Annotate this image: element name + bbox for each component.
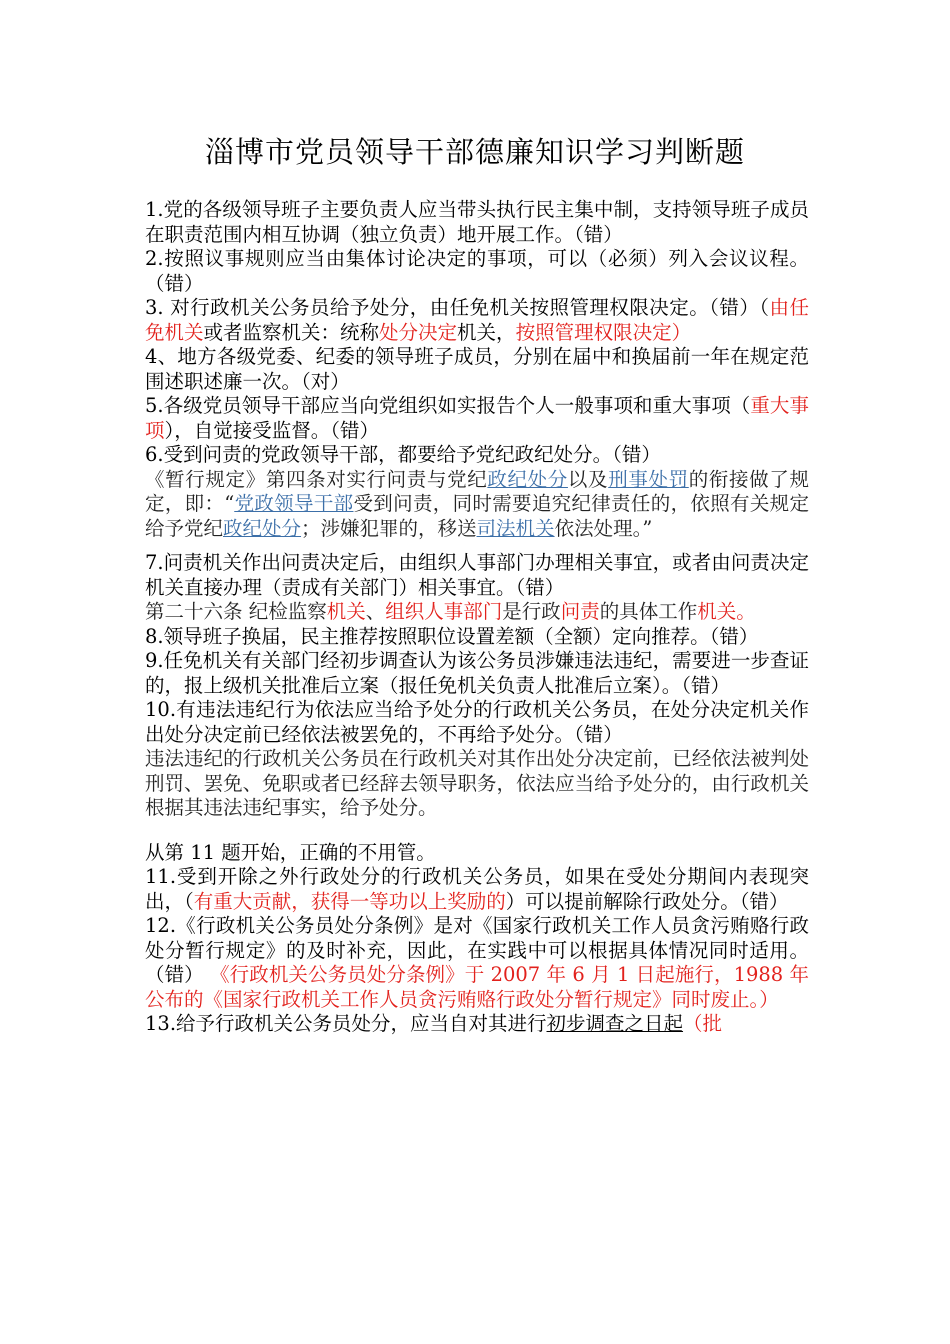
q11-highlight: 有重大贡献，获得一等功以上奖励的 (193, 889, 506, 913)
question-3 (145, 296, 809, 345)
section-notice: 从第 11 题开始，正确的不用管。 (145, 840, 436, 864)
question-6: 6.受到问责的党政领导干部，都要给予党纪政纪处分。（错） (145, 443, 661, 466)
q13-underline: 初步调查之日起 (546, 1012, 684, 1035)
question-1: 1.党的各级领导班子主要负责人应当带头执行民主集中制，支持领导班子成员在职责范围内相互协调（独立负责）地开展工作。（错） (145, 198, 809, 246)
question-10: 10.有违法违纪行为依法应当给予处分的行政机关公务员，在处分决定机关作出处分决定前已经依法被罢免的，不再给予处分。（错） (145, 698, 809, 746)
question-13 (145, 1012, 809, 1037)
q5-highlight: 重大事项 (145, 394, 809, 442)
q6-note-b: 以及 (567, 467, 609, 491)
q6-note-f: 依法处理。” (554, 516, 653, 540)
q13-highlight: （批 (683, 1012, 723, 1035)
question-7-note (145, 600, 809, 625)
spacer (145, 541, 809, 551)
question-10-note: 违法违纪的行政机关公务员在行政机关对其作出处分决定前，已经依法被判处刑罚、罢免、免职或者已经辞去领导职务，依法应当给予处分的，由行政机关根据其违法违纪事实，给予处分。 (145, 747, 809, 819)
question-7: 7.问责机关作出问责决定后，由组织人事部门办理相关事宜，或者由问责决定机关直接办理（责成有关部门）相关事宜。（错） (145, 551, 809, 599)
question-12 (145, 914, 809, 1012)
q6-note-e: ；涉嫌犯罪的，移送 (301, 516, 477, 540)
question-5 (145, 394, 809, 443)
q3-highlight-1: 由任免机关 (145, 296, 809, 344)
link-dangzheng-lingdao-ganbu[interactable]: 党政领导干部 (234, 492, 354, 515)
link-zhengji-chufen-2[interactable]: 政纪处分 (223, 516, 302, 540)
q3-highlight-3: 按照管理权限决定） (515, 320, 692, 344)
link-sifa-jiguan[interactable]: 司法机关 (476, 516, 555, 540)
q6-note-c: 的衔接做了规定，即：“ (145, 467, 809, 515)
q5-text-b: ），自觉接受监督。（错） (164, 418, 380, 442)
q3-text-a: 3. 对行政机关公务员给予处分，由任免机关按照管理权限决定。（错）（ (145, 296, 770, 319)
q7-highlight-4: 机关。 (697, 600, 756, 623)
spacer (145, 821, 809, 841)
q7-highlight-3: 问责 (560, 600, 600, 623)
q7-note-c: 是行政 (502, 600, 561, 623)
q7-note-b: 、 (365, 600, 386, 623)
question-6-note (145, 468, 809, 542)
document-body (145, 198, 809, 1037)
q3-highlight-2: 处分决定 (379, 320, 458, 344)
q11-text-a: 11.受到开除之外行政处分的行政机关公务员，如果在受处分期间内表现突出，（ (145, 865, 809, 913)
question-11 (145, 865, 809, 914)
question-4: 4、地方各级党委、纪委的领导班子成员，分别在届中和换届前一年在规定范围述职述廉一次。（对） (145, 345, 809, 393)
q12-highlight: 《行政机关公务员处分条例》于 2007 年 6 月 1 日起施行，1988 年公布的《国家行政机关工作人员贪污贿赂行政处分暂行规定》同时废止。） (145, 963, 809, 1011)
q5-text-a: 5.各级党员领导干部应当向党组织如实报告个人一般事项和重大事项（ (145, 394, 751, 417)
q3-text-b: 或者监察机关：统称 (203, 320, 380, 344)
q3-text-c: 机关， (457, 320, 516, 344)
q12-text: 12.《行政机关公务员处分条例》是对《国家行政机关工作人员贪污贿赂行政处分暂行规定》的及时补充，因此，在实践中可以根据具体情况同时适用。（错） (145, 914, 809, 986)
question-8: 8.领导班子换届，民主推荐按照职位设置差额（全额）定向推荐。（错） (145, 624, 759, 648)
q7-highlight-2: 组织人事部门 (385, 600, 503, 623)
document-title: 淄博市党员领导干部德廉知识学习判断题 (204, 135, 745, 169)
q11-text-b: ）可以提前解除行政处分。（错） (505, 889, 789, 913)
q6-note-a: 《暂行规定》第四条对实行问责与党纪 (145, 467, 488, 491)
q7-highlight-1: 机关 (326, 600, 366, 623)
q7-note-a: 第二十六条 纪检监察 (145, 600, 327, 623)
link-xingshi-chufa[interactable]: 刑事处罚 (608, 467, 689, 491)
question-2: 2.按照议事规则应当由集体讨论决定的事项，可以（必须）列入会议议程。（错） (145, 247, 809, 295)
link-zhengji-chufen[interactable]: 政纪处分 (487, 467, 568, 491)
question-9: 9.任免机关有关部门经初步调查认为该公务员涉嫌违法违纪，需要进一步查证的，报上级机关批准后立案（报任免机关负责人批准后立案）。（错） (145, 649, 809, 697)
q6-note-d: 受到问责，同时需要追究纪律责任的，依照有关规定给予党纪 (145, 492, 809, 540)
q13-text: 13.给予行政机关公务员处分，应当自对其进行 (145, 1012, 547, 1035)
q7-note-d: 的具体工作 (599, 600, 698, 623)
